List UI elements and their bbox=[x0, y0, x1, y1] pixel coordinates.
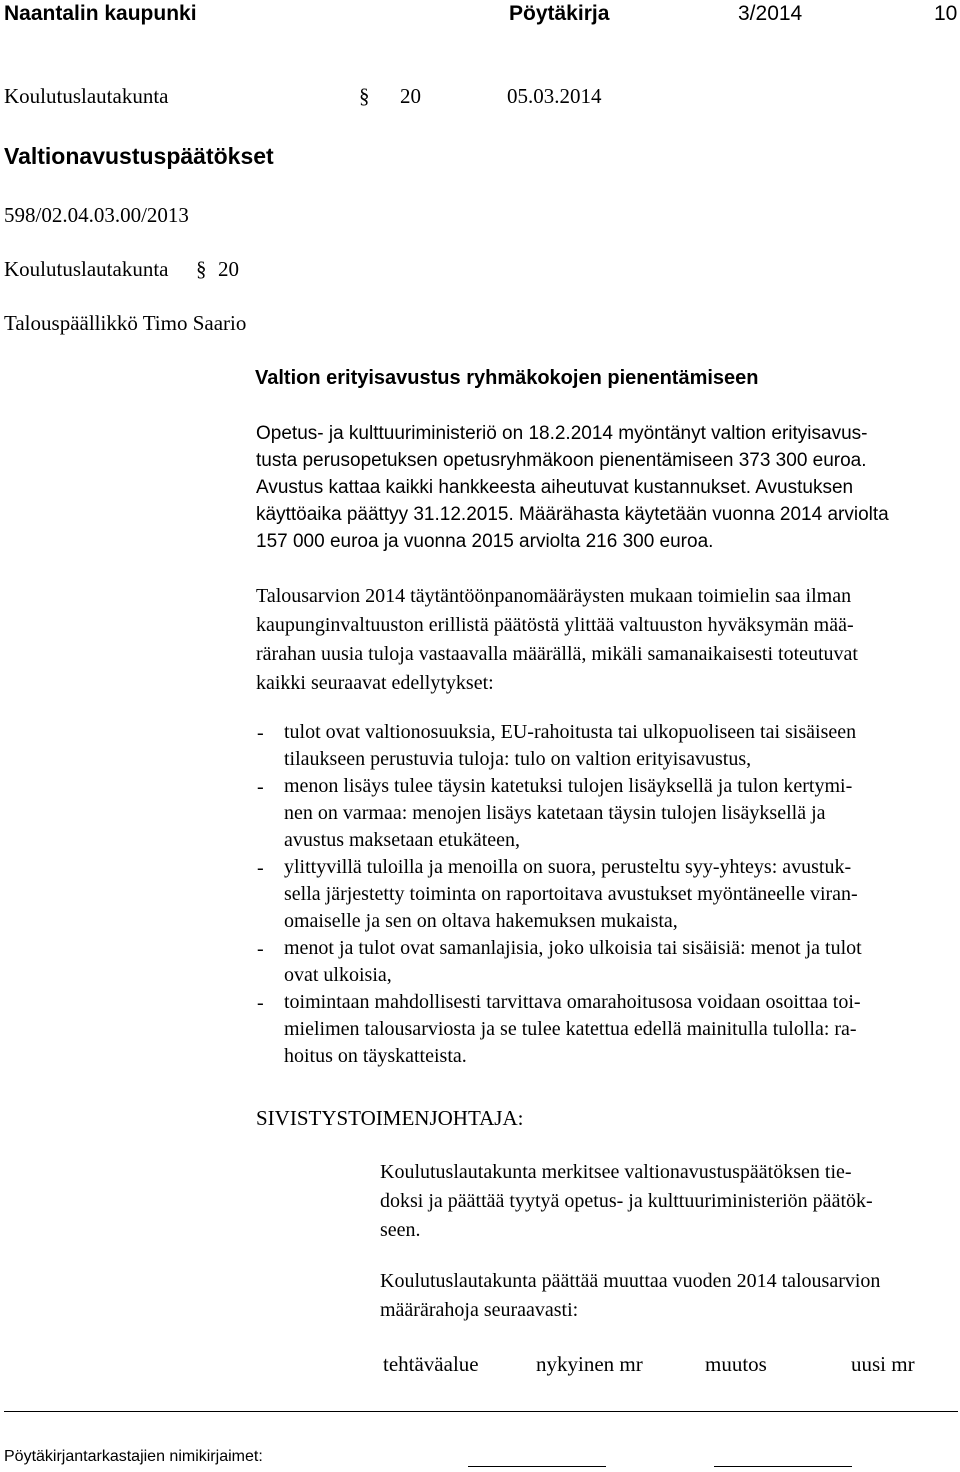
paragraph-1-line: käyttöaika päättyy 31.12.2015. Määrähasta käytetään vuonna 2014 arviolta bbox=[256, 504, 889, 525]
paragraph-1-line: Avustus kattaa kaikki hankkeesta aiheutuvat kustannukset. Avustuksen bbox=[256, 477, 854, 498]
earlier-board: Koulutuslautakunta bbox=[4, 257, 169, 281]
preparer: Talouspäällikkö Timo Saario bbox=[4, 311, 247, 335]
column-header: tehtäväalue bbox=[383, 1352, 479, 1376]
paragraph-2-line: rärahan uusia tuloja vastaavalla määrällä, mikäli samanaikaisesti toteutuvat bbox=[256, 643, 858, 665]
list-item-line: mielimen talousarviosta ja se tulee katettua edellä mainitulla tulolla: ra- bbox=[284, 1018, 857, 1040]
signature-line bbox=[714, 1466, 852, 1467]
list-item-line: sella järjestetty toiminta on raportoitava avustukset myöntäneelle viran- bbox=[284, 883, 858, 905]
paragraph-1 bbox=[256, 420, 889, 555]
list-item-line: menot ja tulot ovat samanlajisia, joko ulkoisia tai sisäisiä: menot ja tulot bbox=[284, 937, 862, 959]
proposal-1 bbox=[380, 1158, 873, 1245]
board-name: Koulutuslautakunta bbox=[4, 84, 169, 108]
paragraph-2-line: Talousarvion 2014 täytäntöönpanomääräysten mukaan toimielin saa ilman bbox=[256, 585, 852, 607]
list-item bbox=[284, 989, 861, 1070]
list-dash: - bbox=[257, 857, 264, 879]
list-item bbox=[284, 719, 856, 773]
paragraph-1-line: Opetus- ja kulttuuriministeriö on 18.2.2014 myöntänyt valtion erityisavus- bbox=[256, 423, 868, 444]
list-item-line: menon lisäys tulee täysin katetuksi tulojen lisäyksellä ja tulon kertymi- bbox=[284, 775, 853, 797]
paragraph-2 bbox=[256, 582, 858, 698]
list-dash: - bbox=[257, 722, 264, 744]
proposal-2-line: Koulutuslautakunta päättää muuttaa vuoden 2014 talousarvion bbox=[380, 1270, 881, 1292]
proposal-2-line: määrärahoja seuraavasti: bbox=[380, 1299, 579, 1321]
earlier-section-symbol: § bbox=[196, 257, 207, 281]
list-item bbox=[284, 935, 862, 989]
earlier-section-number: 20 bbox=[218, 257, 239, 281]
column-header: nykyinen mr bbox=[536, 1352, 643, 1376]
section-number: 20 bbox=[400, 84, 421, 108]
page-number: 10 bbox=[934, 2, 958, 25]
proposal-2 bbox=[380, 1267, 880, 1325]
record-id: 598/02.04.03.00/2013 bbox=[4, 203, 189, 227]
list-dash: - bbox=[257, 938, 264, 960]
list-item bbox=[284, 854, 858, 935]
list-item-line: toimintaan mahdollisesti tarvittava omarahoitusosa voidaan osoittaa toi- bbox=[284, 991, 861, 1013]
municipality-name: Naantalin kaupunki bbox=[4, 2, 197, 25]
list-item-line: ovat ulkoisia, bbox=[284, 964, 392, 986]
paragraph-1-line: tusta perusopetuksen opetusryhmäkoon pienentämiseen 373 300 euroa. bbox=[256, 450, 867, 471]
column-header: uusi mr bbox=[851, 1352, 915, 1376]
list-item-line: omaiselle ja sen on oltava hakemuksen mukaista, bbox=[284, 910, 678, 932]
paragraph-2-line: kaikki seuraavat edellytykset: bbox=[256, 672, 494, 694]
meeting-date: 05.03.2014 bbox=[507, 84, 602, 108]
list-item-line: tulot ovat valtionosuuksia, EU-rahoitusta tai ulkopuoliseen tai sisäiseen bbox=[284, 721, 857, 743]
list-item-line: avustus maksetaan etukäteen, bbox=[284, 829, 521, 851]
proposal-1-line: Koulutuslautakunta merkitsee valtionavustuspäätöksen tie- bbox=[380, 1161, 852, 1183]
list-item-line: hoitus on täyskatteista. bbox=[284, 1045, 467, 1067]
proposer-label: SIVISTYSTOIMENJOHTAJA: bbox=[256, 1106, 524, 1130]
proposal-1-line: seen. bbox=[380, 1219, 421, 1241]
list-item bbox=[284, 773, 852, 854]
page-title: Valtionavustuspäätökset bbox=[4, 143, 274, 169]
column-header: muutos bbox=[705, 1352, 767, 1376]
list-item-line: ylittyvillä tuloilla ja menoilla on suora, perusteltu syy-yhteys: avustuk- bbox=[284, 856, 852, 878]
document-type: Pöytäkirja bbox=[509, 2, 610, 25]
paragraph-2-line: kaupunginvaltuuston erillistä päätöstä ylittää valtuuston hyväksymän mää- bbox=[256, 614, 854, 636]
signature-line bbox=[468, 1466, 606, 1467]
list-dash: - bbox=[257, 776, 264, 798]
paragraph-1-line: 157 000 euroa ja vuonna 2015 arviolta 216 300 euroa. bbox=[256, 531, 714, 552]
list-dash: - bbox=[257, 992, 264, 1014]
subheading: Valtion erityisavustus ryhmäkokojen pienentämiseen bbox=[255, 367, 759, 389]
proposal-1-line: doksi ja päättää tyytyä opetus- ja kulttuuriministeriön päätök- bbox=[380, 1190, 873, 1212]
section-symbol: § bbox=[359, 84, 370, 108]
list-item-line: nen on varmaa: menojen lisäys katetaan täysin tulojen lisäyksellä ja bbox=[284, 802, 826, 824]
signature-label: Pöytäkirjantarkastajien nimikirjaimet: bbox=[4, 1448, 263, 1465]
list-item-line: tilaukseen perustuvia tuloja: tulo on valtion erityisavustus, bbox=[284, 748, 752, 770]
footer-divider bbox=[4, 1411, 958, 1412]
document-number: 3/2014 bbox=[738, 2, 803, 25]
